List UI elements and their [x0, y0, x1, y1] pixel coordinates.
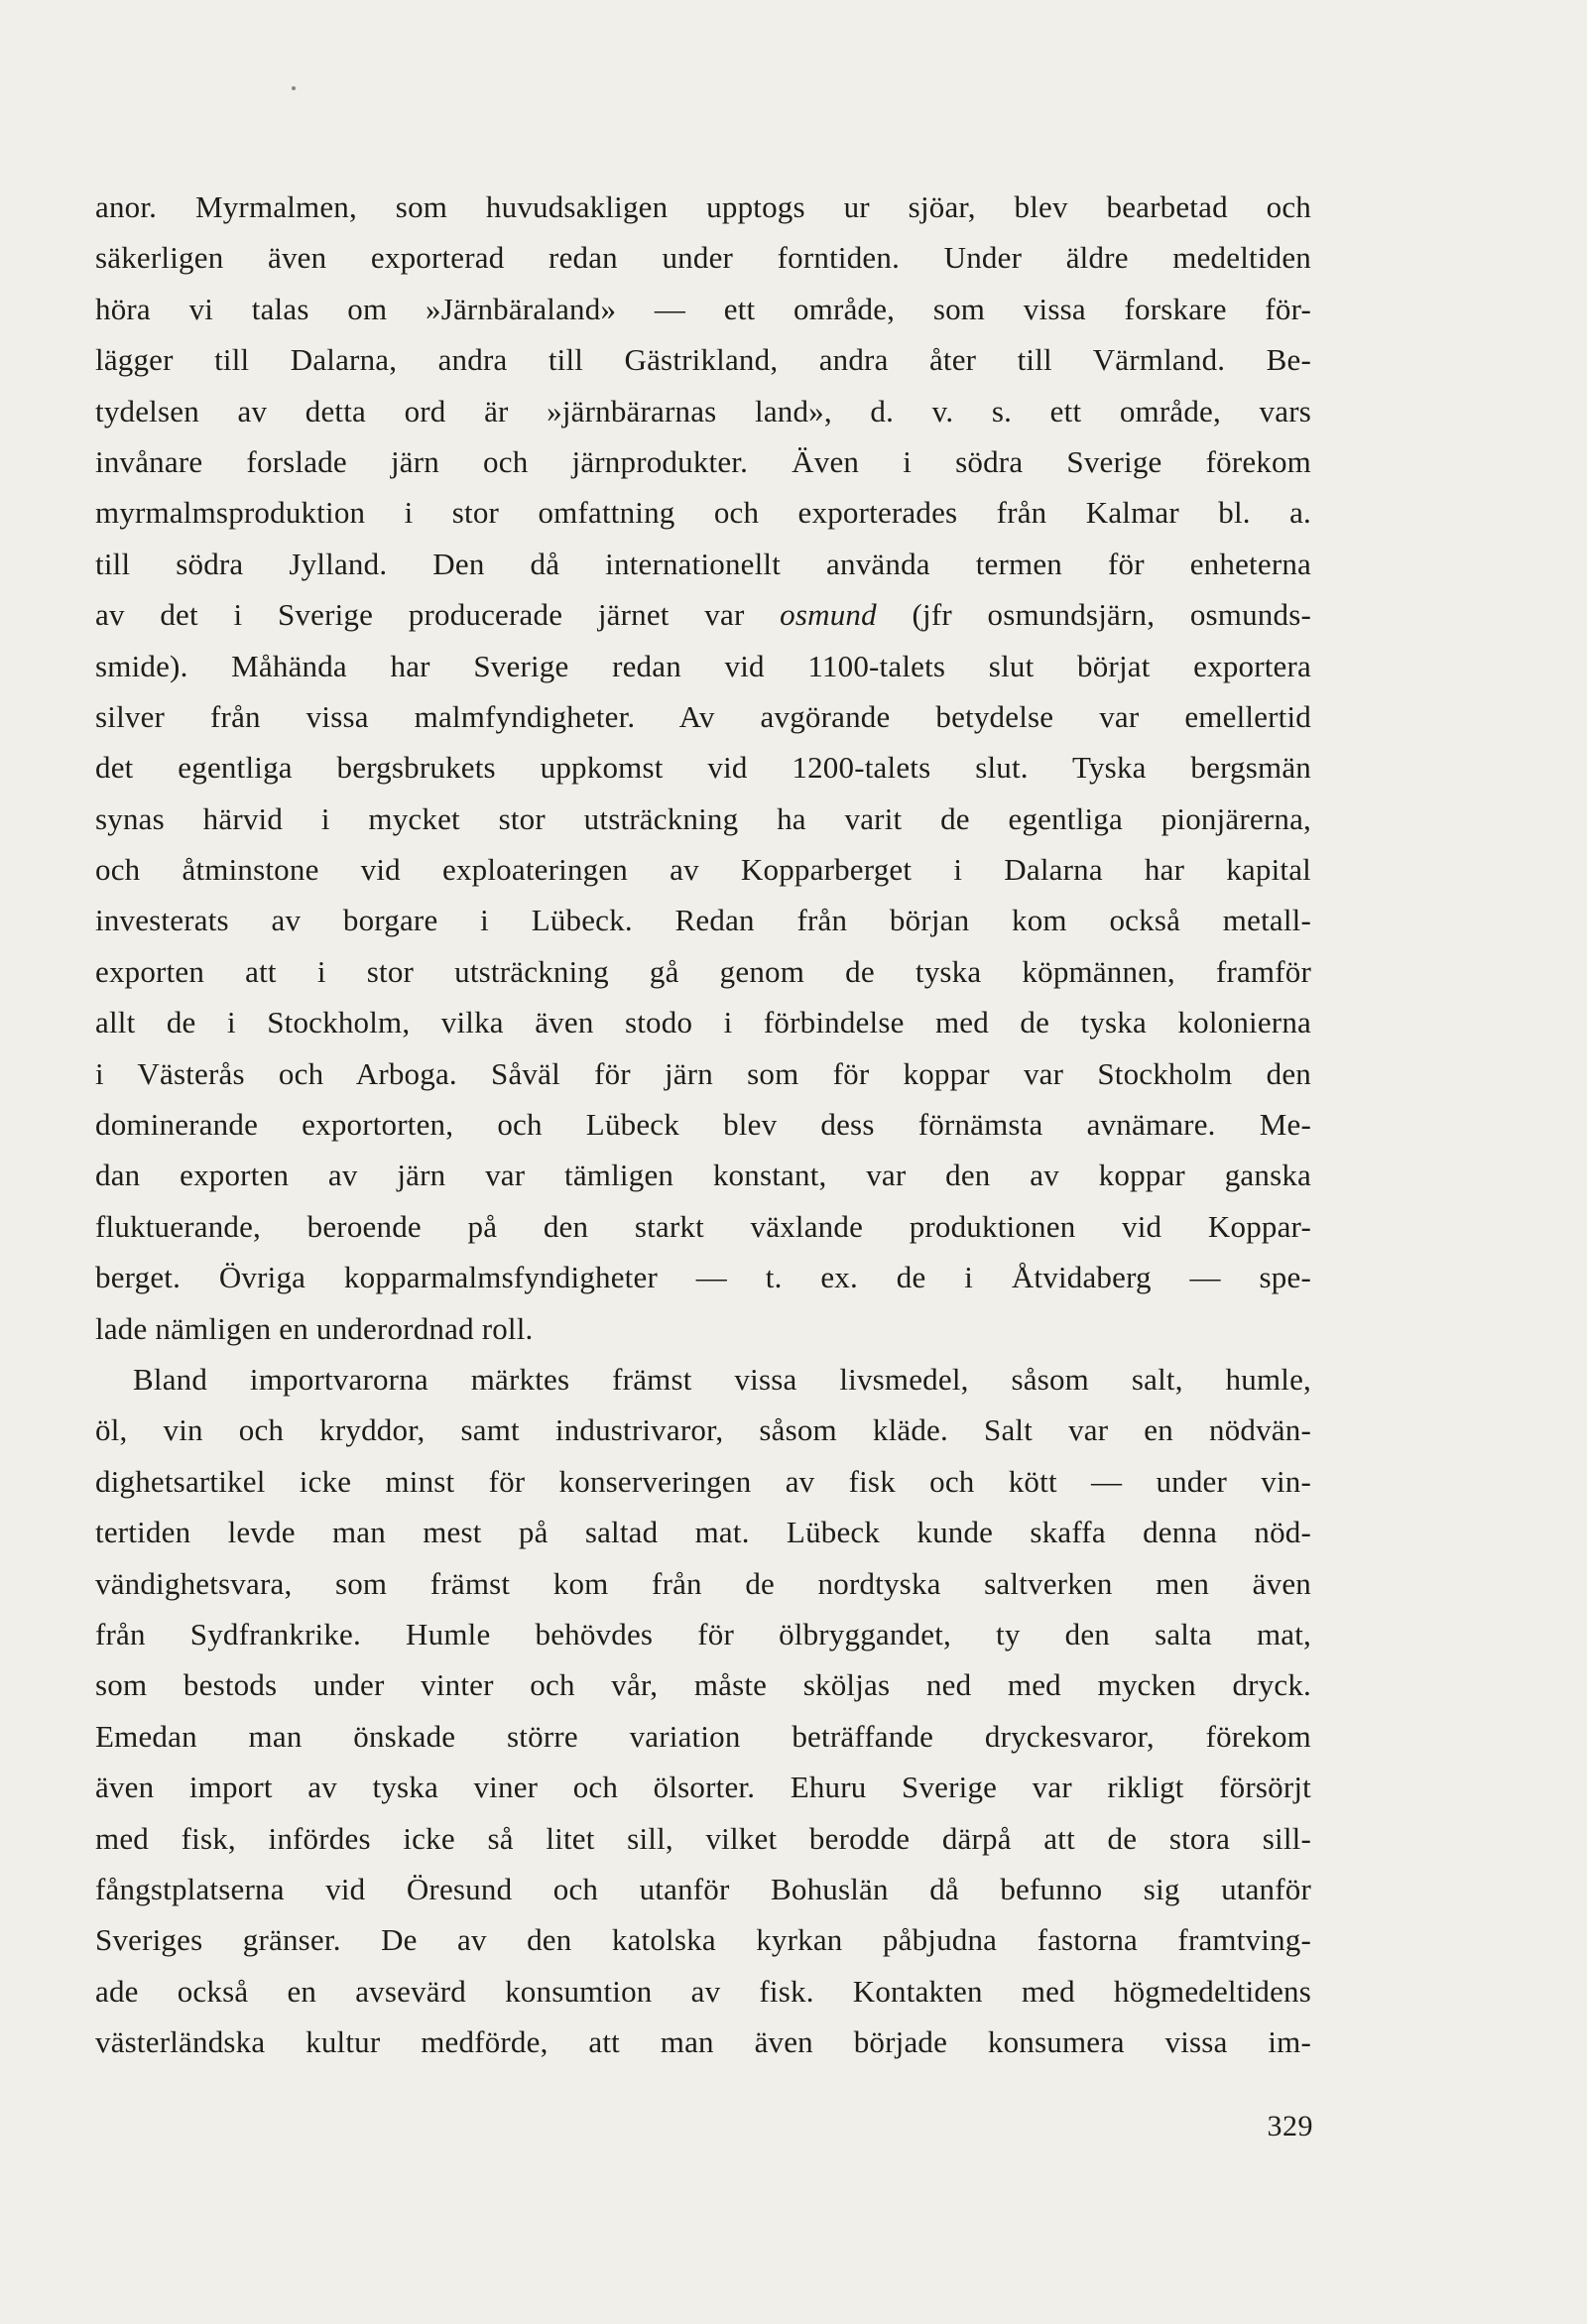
text-line: av det i Sverige producerade järnet var osmund (jfr osmundsjärn, osmunds-	[95, 597, 1311, 633]
text-line: allt de i Stockholm, vilka även stodo i förbindelse med de tyska kolonierna	[95, 1005, 1311, 1040]
text-line: vändighetsvara, som främst kom från de nordtyska saltverken men även	[95, 1565, 1311, 1601]
text-line: investerats av borgare i Lübeck. Redan från början kom också metall-	[95, 903, 1311, 938]
text-line: tertiden levde man mest på saltad mat. Lübeck kunde skaffa denna nöd-	[95, 1515, 1311, 1550]
paragraph-2	[95, 1354, 1311, 2067]
text-line: öl, vin och kryddor, samt industrivaror, såsom kläde. Salt var en nödvän-	[95, 1412, 1311, 1448]
text-line: berget. Övriga kopparmalmsfyndigheter — t. ex. de i Åtvidaberg — spe-	[95, 1260, 1311, 1295]
text-line: ade också en avsevärd konsumtion av fisk. Kontakten med högmedeltidens	[95, 1973, 1311, 2009]
text-line: dominerande exportorten, och Lübeck blev dess förnämsta avnämare. Me-	[95, 1107, 1311, 1143]
text-line: smide). Måhända har Sverige redan vid 1100-talets slut börjat exportera	[95, 648, 1311, 683]
text-line: Sveriges gränser. De av den katolska kyrkan påbjudna fastorna framtving-	[95, 1922, 1311, 1958]
text-line: det egentliga bergsbrukets uppkomst vid 1200-talets slut. Tyska bergsmän	[95, 750, 1311, 786]
text-line: fångstplatserna vid Öresund och utanför Bohuslän då befunno sig utanför	[95, 1871, 1311, 1906]
text-line: även import av tyska viner och ölsorter. Ehuru Sverige var rikligt försörjt	[95, 1770, 1311, 1805]
text-line: invånare forslade järn och järnprodukter. Även i södra Sverige förekom	[95, 443, 1311, 479]
text-line: med fisk, infördes icke så litet sill, vilket berodde därpå att de stora sill-	[95, 1820, 1311, 1856]
text-line: myrmalmsproduktion i stor omfattning och exporterades från Kalmar bl. a.	[95, 495, 1311, 531]
text-line: från Sydfrankrike. Humle behövdes för ölbryggandet, ty den salta mat,	[95, 1616, 1311, 1651]
text-line: lägger till Dalarna, andra till Gästrikland, andra åter till Värmland. Be-	[95, 342, 1311, 378]
text-line: och åtminstone vid exploateringen av Kopparberget i Dalarna har kapital	[95, 852, 1311, 888]
print-speck	[292, 86, 296, 90]
text-line: tydelsen av detta ord är »järnbärarnas land», d. v. s. ett område, vars	[95, 393, 1311, 428]
text-line: silver från vissa malmfyndigheter. Av avgörande betydelse var emellertid	[95, 698, 1311, 734]
body-text	[95, 182, 1311, 2067]
text-line: som bestods under vinter och vår, måste sköljas ned med mycken dryck.	[95, 1667, 1311, 1703]
text-line: synas härvid i mycket stor utsträckning ha varit de egentliga pionjärerna,	[95, 800, 1311, 836]
text-line: västerländska kultur medförde, att man även började konsumera vissa im-	[95, 2024, 1311, 2060]
text-line: Bland importvarorna märktes främst vissa livsmedel, såsom salt, humle,	[133, 1361, 1311, 1397]
paragraph-1	[95, 182, 1311, 1354]
italic-term: osmund	[780, 597, 877, 633]
text-line: fluktuerande, beroende på den starkt växlande produktionen vid Koppar-	[95, 1208, 1311, 1244]
text-line: dighetsartikel icke minst för konserveringen av fisk och kött — under vin-	[95, 1463, 1311, 1499]
text-line: exporten att i stor utsträckning gå genom de tyska köpmännen, framför	[95, 953, 1311, 989]
text-line: i Västerås och Arboga. Såväl för järn som för koppar var Stockholm den	[95, 1055, 1311, 1091]
text-line: dan exporten av järn var tämligen konstant, var den av koppar ganska	[95, 1158, 1311, 1193]
text-line: anor. Myrmalmen, som huvudsakligen upptogs ur sjöar, blev bearbetad och	[95, 189, 1311, 224]
text-line: lade nämligen en underordnad roll.	[95, 1310, 534, 1346]
text-line: till södra Jylland. Den då internationellt använda termen för enheterna	[95, 546, 1311, 581]
page-number: 329	[1267, 2110, 1313, 2142]
text-line: Emedan man önskade större variation beträffande dryckesvaror, förekom	[95, 1718, 1311, 1754]
text-line: höra vi talas om »Järnbäraland» — ett område, som vissa forskare för-	[95, 291, 1311, 326]
text-line: säkerligen även exporterad redan under forntiden. Under äldre medeltiden	[95, 240, 1311, 276]
